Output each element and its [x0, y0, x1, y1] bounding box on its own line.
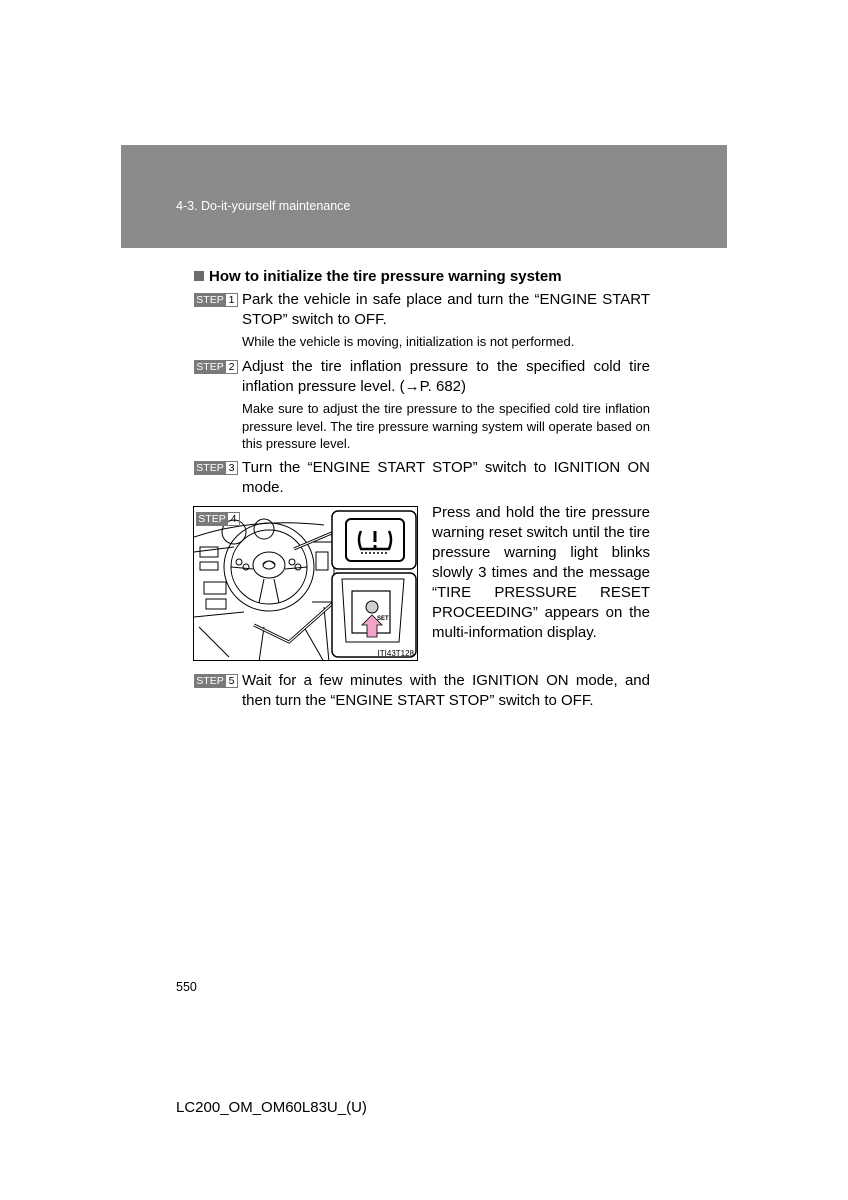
step-number: 4 — [228, 512, 240, 526]
heading-text: How to initialize the tire pressure warning system — [209, 268, 562, 285]
step-3-text: Turn the “ENGINE START STOP” switch to IGNITION ON mode. — [242, 459, 650, 496]
header-band — [121, 145, 727, 248]
step-number: 2 — [226, 360, 238, 374]
steering-wheel-illustration — [194, 507, 418, 661]
step-word: STEP — [194, 461, 226, 475]
step-word: STEP — [196, 512, 228, 526]
page-number: 550 — [176, 980, 197, 994]
step-5-badge — [194, 674, 238, 688]
step-number: 1 — [226, 293, 238, 307]
step-4-badge — [196, 512, 240, 526]
step-1-note: While the vehicle is moving, initialization is not performed. — [242, 334, 575, 349]
step-word: STEP — [194, 674, 226, 688]
step-3-badge — [194, 461, 238, 475]
step-2-badge — [194, 360, 238, 374]
step-2-text: Adjust the tire inflation pressure to the specified cold tire inflation pressure level. (→P. 682) — [242, 358, 650, 395]
step-5-text: Wait for a few minutes with the IGNITION ON mode, and then turn the “ENGINE START STOP” switch to OFF. — [242, 672, 650, 709]
step-1-text: Park the vehicle in safe place and turn the “ENGINE START STOP” switch to OFF. — [242, 291, 650, 328]
dashboard-illustration — [193, 506, 418, 661]
step-word: STEP — [194, 293, 226, 307]
step-2-note: Make sure to adjust the tire pressure to the specified cold tire inflation pressure level. The tire pressure warning system will operate based on this pressure level. — [242, 401, 650, 451]
document-code: LC200_OM_OM60L83U_(U) — [176, 1099, 367, 1116]
step-number: 3 — [226, 461, 238, 475]
figure-code: ITI43T128 — [377, 649, 414, 658]
section-heading — [194, 268, 562, 285]
step-word: STEP — [194, 360, 226, 374]
step-number: 5 — [226, 674, 238, 688]
step-4-text: Press and hold the tire pressure warning reset switch until the tire pressure warning light blinks slowly 3 times and the message “TIRE PRESSURE RESET PROCEEDING” appears on the multi-information display. — [432, 504, 650, 641]
set-switch-label: SET — [377, 616, 389, 622]
section-label: 4-3. Do-it-yourself maintenance — [176, 199, 351, 213]
step-1-badge — [194, 293, 238, 307]
square-bullet-icon — [194, 271, 204, 281]
